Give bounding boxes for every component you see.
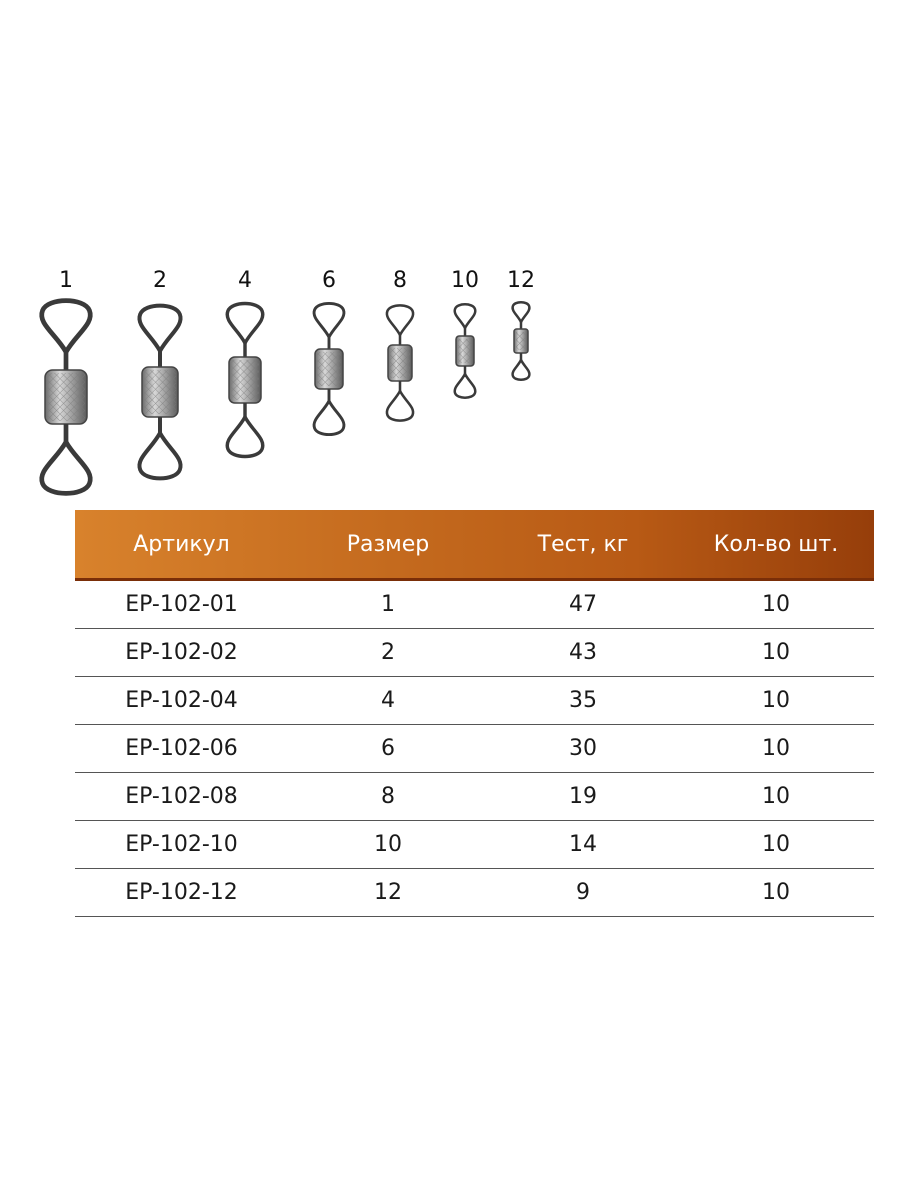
table-row	[75, 773, 874, 821]
swivel-8	[387, 305, 413, 420]
cell-test: 19	[569, 784, 597, 809]
cell-article: EP-102-12	[125, 880, 238, 905]
swivel-size-label: 8	[393, 268, 407, 293]
swivel-2	[139, 306, 180, 479]
swivel-bottom-loop	[455, 374, 476, 398]
swivel-top-loop	[455, 304, 476, 328]
swivel-top-loop	[227, 304, 263, 344]
cell-article: EP-102-02	[125, 640, 238, 665]
swivel-illustrations	[0, 0, 900, 500]
swivel-size-label: 12	[507, 268, 535, 293]
swivel-bottom-loop	[314, 401, 344, 435]
header-test: Тест, кг	[537, 531, 629, 557]
header-quantity: Кол-во шт.	[713, 531, 839, 557]
swivel-knurl	[458, 339, 472, 363]
cell-article: EP-102-04	[125, 688, 238, 713]
cell-size: 12	[374, 880, 402, 905]
swivel-4	[227, 304, 263, 457]
swivel-knurl	[317, 352, 341, 386]
table-row	[75, 725, 874, 773]
cell-article: EP-102-06	[125, 736, 238, 761]
swivel-bottom-loop	[513, 360, 530, 380]
cell-size: 8	[381, 784, 395, 809]
cell-quantity: 10	[762, 592, 790, 617]
swivel-bottom-loop	[42, 442, 91, 493]
swivel-knurl	[144, 370, 176, 414]
cell-size: 1	[381, 592, 395, 617]
table-row	[75, 869, 874, 917]
swivel-12	[513, 302, 530, 380]
cell-quantity: 10	[762, 784, 790, 809]
header-size: Размер	[346, 531, 430, 557]
swivel-size-label: 1	[59, 268, 73, 293]
specs-table	[75, 510, 874, 917]
swivel-6	[314, 303, 344, 434]
swivel-1	[42, 301, 91, 494]
cell-test: 43	[569, 640, 597, 665]
swivel-top-loop	[513, 302, 530, 322]
cell-article: EP-102-01	[125, 592, 238, 617]
table-header	[75, 510, 874, 581]
swivel-size-label: 4	[238, 268, 252, 293]
swivel-bottom-loop	[139, 433, 180, 478]
cell-size: 2	[381, 640, 395, 665]
swivel-top-loop	[139, 306, 180, 351]
cell-quantity: 10	[762, 736, 790, 761]
swivel-knurl	[516, 332, 526, 350]
header-article: Артикул	[133, 531, 230, 557]
cell-article: EP-102-10	[125, 832, 238, 857]
cell-quantity: 10	[762, 640, 790, 665]
cell-test: 47	[569, 592, 597, 617]
cell-quantity: 10	[762, 832, 790, 857]
cell-quantity: 10	[762, 688, 790, 713]
table-row	[75, 581, 874, 629]
swivel-size-label: 6	[322, 268, 336, 293]
swivel-drawing	[0, 0, 900, 500]
swivel-knurl	[47, 373, 85, 421]
cell-size: 10	[374, 832, 402, 857]
table-row	[75, 821, 874, 869]
cell-test: 14	[569, 832, 597, 857]
cell-test: 30	[569, 736, 597, 761]
swivel-bottom-loop	[387, 391, 413, 421]
swivel-knurl	[390, 348, 410, 378]
cell-test: 9	[576, 880, 590, 905]
swivel-top-loop	[314, 303, 344, 337]
swivel-top-loop	[42, 301, 91, 352]
swivel-top-loop	[387, 305, 413, 335]
table-row	[75, 677, 874, 725]
swivel-10	[455, 304, 476, 397]
cell-size: 6	[381, 736, 395, 761]
swivel-bottom-loop	[227, 417, 263, 457]
cell-article: EP-102-08	[125, 784, 238, 809]
swivel-size-label: 2	[153, 268, 167, 293]
cell-test: 35	[569, 688, 597, 713]
swivel-size-label: 10	[451, 268, 479, 293]
cell-size: 4	[381, 688, 395, 713]
table-row	[75, 629, 874, 677]
cell-quantity: 10	[762, 880, 790, 905]
swivel-knurl	[231, 360, 259, 400]
